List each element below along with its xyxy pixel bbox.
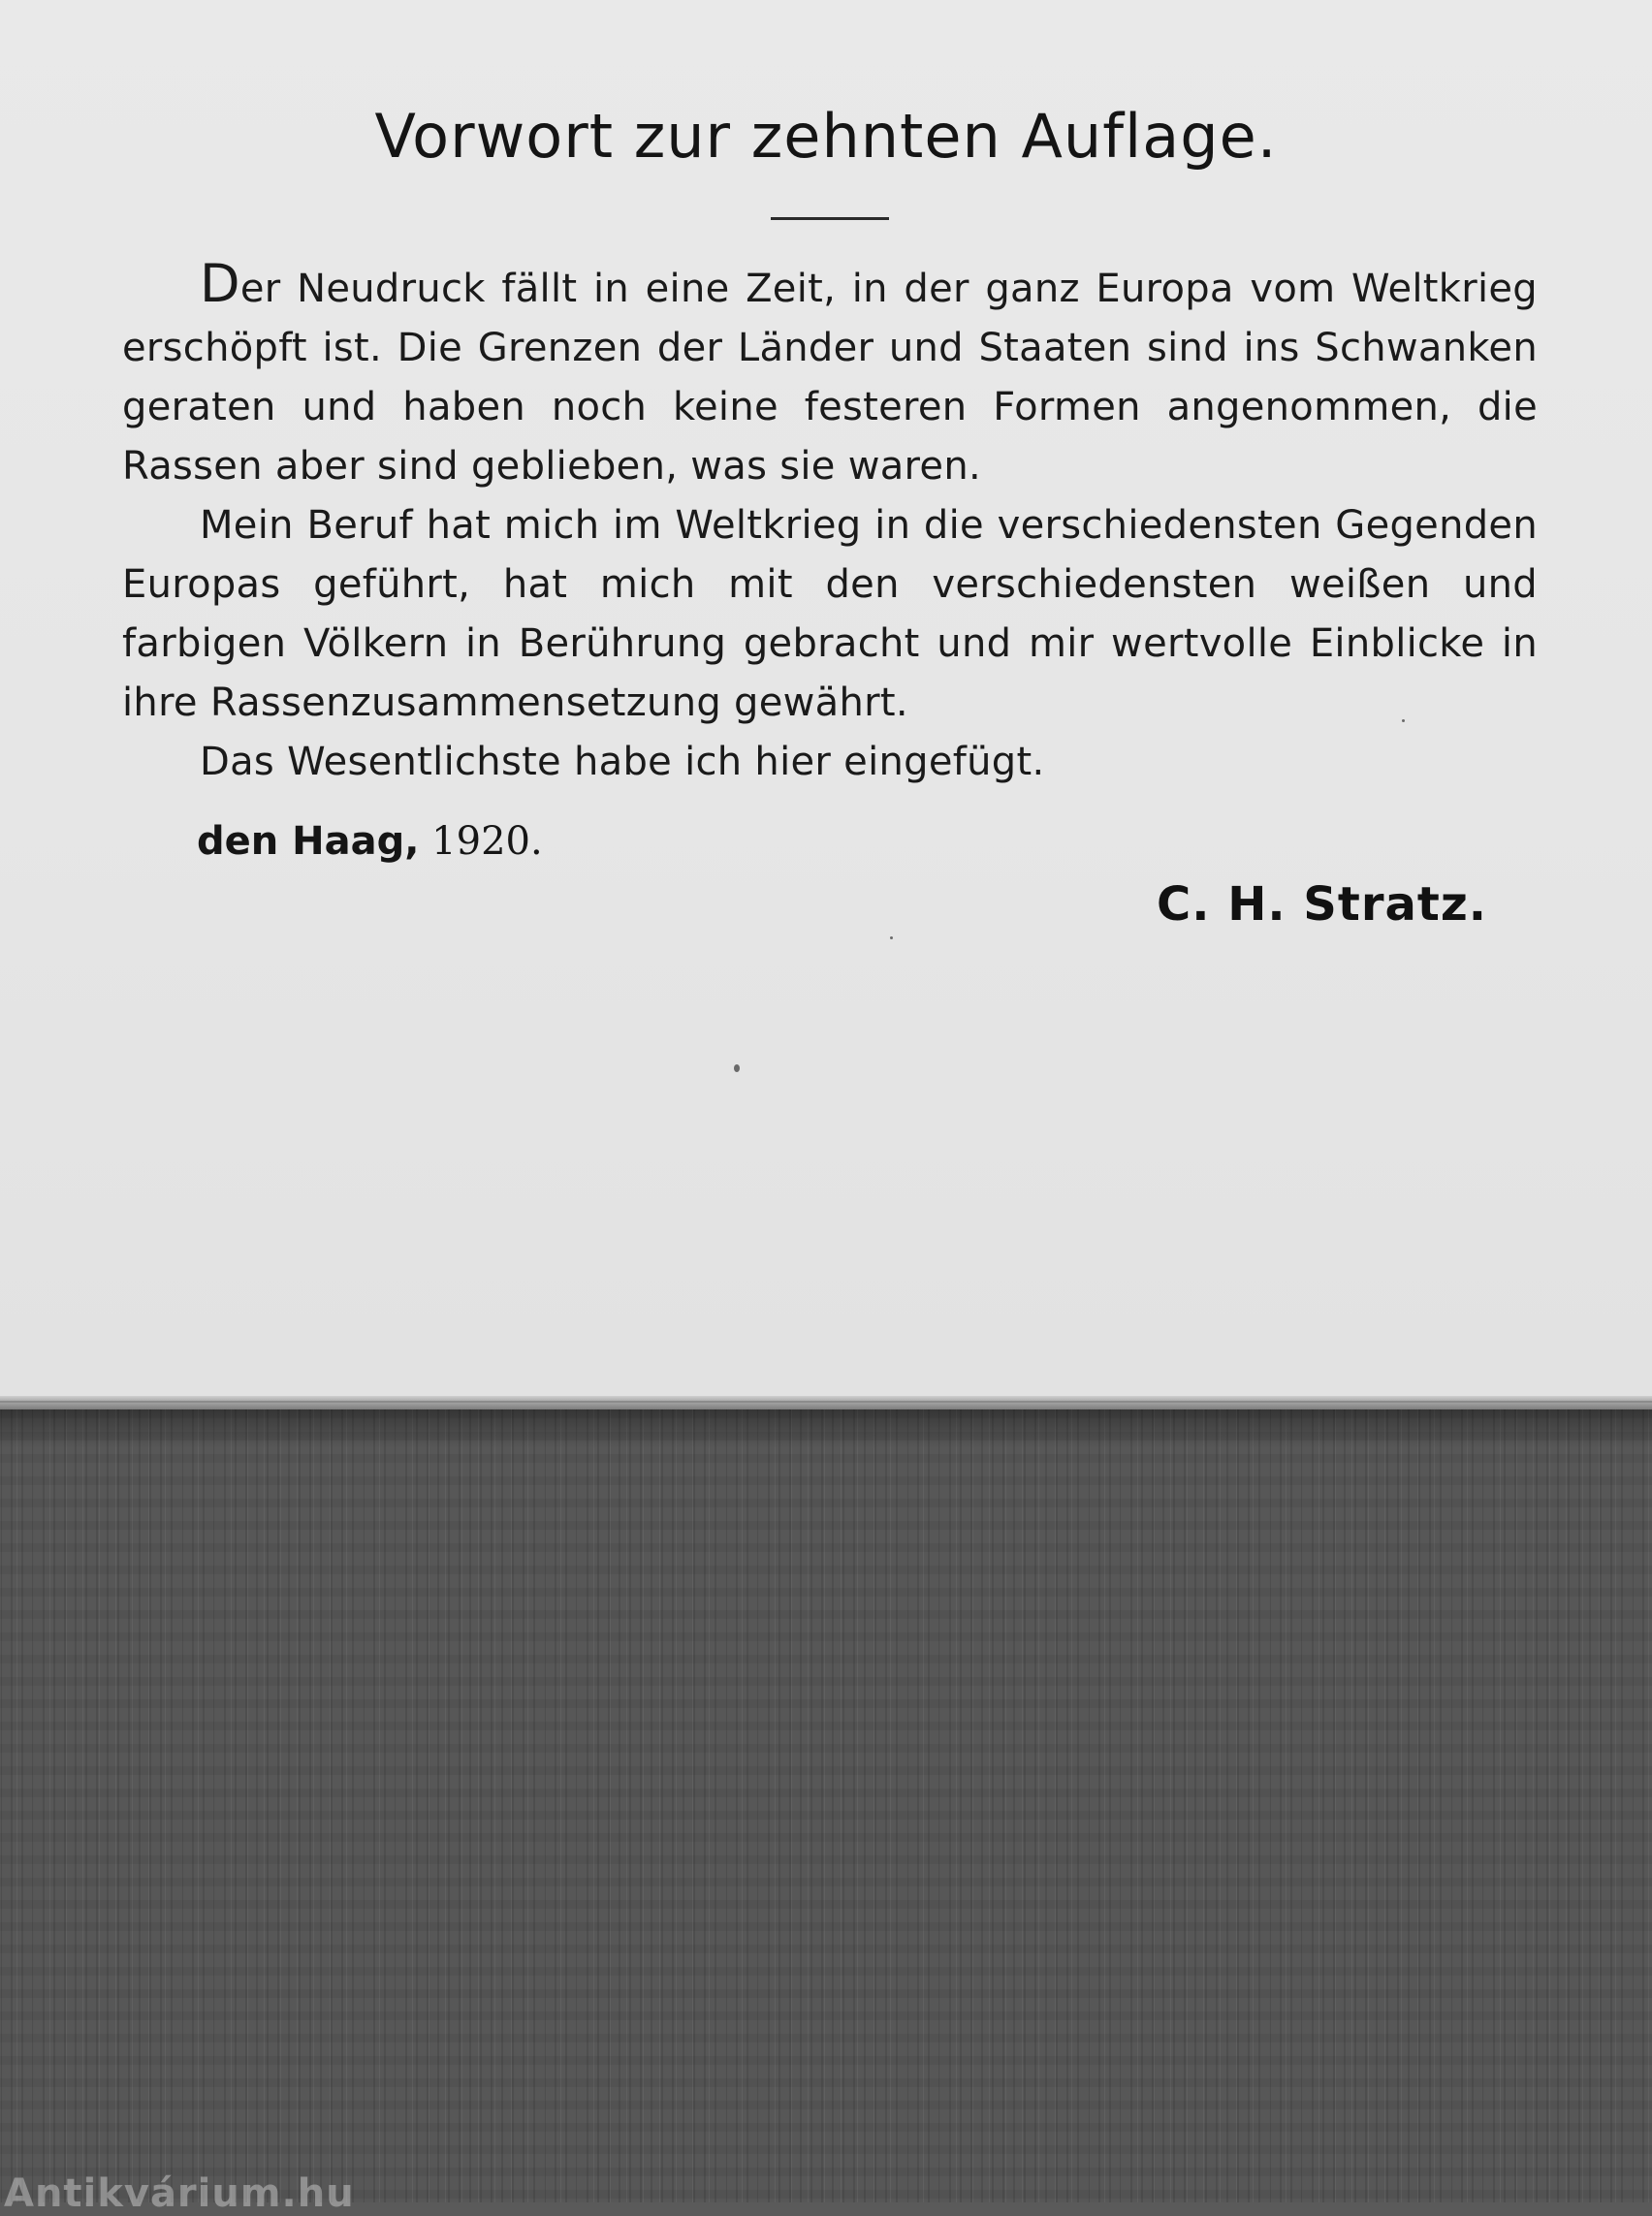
paper-speck [1402,719,1405,722]
cover-shadow [0,1409,1652,1448]
paragraph-2: Mein Beruf hat mich im Weltkrieg in die verschiedensten Gegenden Europas geführt, hat mich mit den verschiedensten weißen und farbigen Völkern in Berührung gebracht und mir wertvolle Einblicke in ihre Rassenzusammensetzung gewährt. [122,503,1538,725]
paper-speck [734,1064,740,1072]
title-divider [771,217,889,220]
place-name: den Haag, [197,819,420,864]
page-title: Vorwort zur zehnten Auflage. [374,101,1278,172]
paragraph-1 [122,253,1538,496]
place-date [197,819,543,864]
drop-cap: D [200,253,240,314]
preface-body [122,253,1538,792]
paragraph-3: Das Wesentlichste habe ich hier eingefügt. [200,740,1045,784]
page-edge [0,1396,1652,1409]
year: 1920. [431,819,543,864]
watermark: Antikvárium.hu [4,2171,355,2216]
book-cover [0,1409,1652,2202]
paragraph-1-text: er Neudruck fällt in eine Zeit, in der ganz Europa vom Weltkrieg erschöpft ist. Die Grenzen der Länder und Staaten sind ins Schwanken geraten und haben noch keine festeren Formen angenommen, die Rassen aber sind geblieben, was sie waren. [122,267,1538,489]
author-signature: C. H. Stratz. [1157,877,1487,932]
paper-speck [890,936,893,939]
